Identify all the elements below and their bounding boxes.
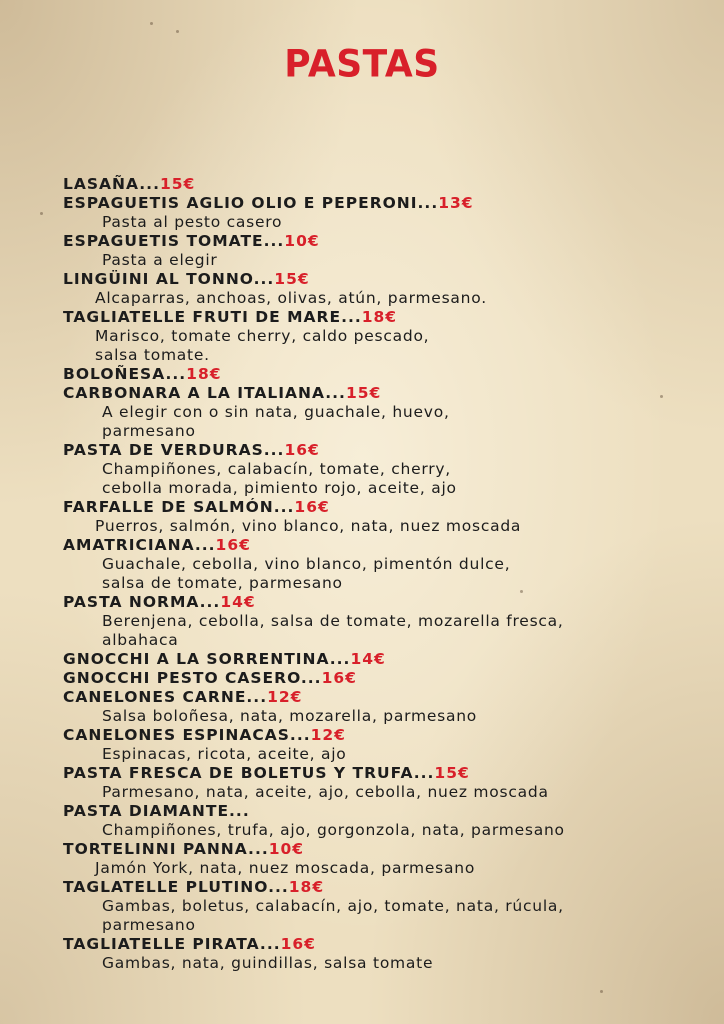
dish-price: 16€ bbox=[321, 669, 357, 687]
dish-name: BOLOÑESA... bbox=[63, 365, 187, 383]
dish-heading bbox=[63, 308, 713, 327]
dish-name: CANELONES CARNE... bbox=[63, 688, 268, 706]
menu-item bbox=[63, 270, 713, 308]
dish-price: 16€ bbox=[280, 935, 316, 953]
menu-item bbox=[63, 441, 713, 498]
dish-name: ESPAGUETIS AGLIO OLIO E PEPERONI... bbox=[63, 194, 439, 212]
dish-description: Parmesano, nata, aceite, ajo, cebolla, nuez moscada bbox=[102, 783, 549, 801]
dish-description: Guachale, cebolla, vino blanco, pimentón dulce, bbox=[102, 555, 511, 573]
menu-item bbox=[63, 232, 713, 270]
menu-item bbox=[63, 650, 713, 669]
menu-item bbox=[63, 669, 713, 688]
dish-heading bbox=[63, 764, 713, 783]
dish-heading bbox=[63, 935, 713, 954]
dish-heading bbox=[63, 726, 713, 745]
dish-price: 13€ bbox=[438, 194, 474, 212]
menu-item bbox=[63, 365, 713, 384]
dish-name: TAGLATELLE PLUTINO... bbox=[63, 878, 289, 896]
dish-description: Berenjena, cebolla, salsa de tomate, mozarella fresca, bbox=[102, 612, 564, 630]
dish-price: 15€ bbox=[274, 270, 310, 288]
dish-heading bbox=[63, 669, 713, 688]
dish-list bbox=[63, 175, 713, 973]
dish-name: TAGLIATELLE PIRATA... bbox=[63, 935, 281, 953]
dish-name: PASTA DE VERDURAS... bbox=[63, 441, 285, 459]
dish-heading bbox=[63, 384, 713, 403]
dish-description: Pasta al pesto casero bbox=[102, 213, 283, 231]
dish-price: 16€ bbox=[284, 441, 320, 459]
menu-item bbox=[63, 726, 713, 764]
dish-heading bbox=[63, 498, 713, 517]
dish-name: PASTA NORMA... bbox=[63, 593, 221, 611]
dish-name: LINGÜINI AL TONNO... bbox=[63, 270, 275, 288]
dish-description: Gambas, boletus, calabacín, ajo, tomate, nata, rúcula, bbox=[102, 897, 564, 915]
dish-name: FARFALLE DE SALMÓN... bbox=[63, 498, 295, 516]
dish-price: 12€ bbox=[267, 688, 303, 706]
dish-description: Salsa boloñesa, nata, mozarella, parmesano bbox=[102, 707, 477, 725]
dish-description: salsa tomate. bbox=[95, 346, 210, 364]
paper-speck bbox=[176, 30, 179, 33]
paper-speck bbox=[600, 990, 603, 993]
dish-price: 10€ bbox=[268, 840, 305, 858]
menu-item bbox=[63, 935, 713, 973]
dish-heading bbox=[63, 536, 713, 555]
dish-heading bbox=[63, 802, 713, 821]
dish-heading bbox=[63, 270, 713, 289]
paper-speck bbox=[40, 212, 43, 215]
dish-name: TAGLIATELLE FRUTI DE MARE... bbox=[63, 308, 362, 326]
paper-speck bbox=[520, 590, 523, 593]
dish-heading bbox=[63, 232, 713, 251]
menu-item bbox=[63, 840, 713, 878]
dish-price: 16€ bbox=[215, 536, 251, 554]
menu-item bbox=[63, 593, 713, 650]
dish-description: Jamón York, nata, nuez moscada, parmesano bbox=[95, 859, 476, 877]
dish-heading bbox=[63, 878, 713, 897]
dish-price: 12€ bbox=[310, 726, 346, 744]
dish-price: 16€ bbox=[294, 498, 330, 516]
dish-price: 15€ bbox=[434, 764, 470, 782]
dish-description: Marisco, tomate cherry, caldo pescado, bbox=[95, 327, 430, 345]
dish-name: CANELONES ESPINACAS... bbox=[63, 726, 311, 744]
dish-heading bbox=[63, 688, 713, 707]
menu-item bbox=[63, 498, 713, 536]
dish-name: AMATRICIANA... bbox=[63, 536, 216, 554]
dish-description: Alcaparras, anchoas, olivas, atún, parmesano. bbox=[95, 289, 487, 307]
dish-name: GNOCCHI PESTO CASERO... bbox=[63, 669, 322, 687]
dish-description: parmesano bbox=[102, 422, 196, 440]
dish-description: Champiñones, trufa, ajo, gorgonzola, nata, parmesano bbox=[102, 821, 565, 839]
dish-price: 18€ bbox=[361, 308, 398, 326]
menu-item bbox=[63, 194, 713, 232]
dish-description: Puerros, salmón, vino blanco, nata, nuez moscada bbox=[95, 517, 522, 535]
menu-item bbox=[63, 764, 713, 802]
dish-heading bbox=[63, 365, 713, 384]
dish-description: parmesano bbox=[102, 916, 196, 934]
dish-description: cebolla morada, pimiento rojo, aceite, ajo bbox=[102, 479, 457, 497]
dish-heading bbox=[63, 840, 713, 859]
dish-description: A elegir con o sin nata, guachale, huevo, bbox=[102, 403, 450, 421]
dish-price: 15€ bbox=[159, 175, 196, 193]
menu-item bbox=[63, 878, 713, 935]
dish-description: Espinacas, ricota, aceite, ajo bbox=[102, 745, 347, 763]
menu-item bbox=[63, 688, 713, 726]
dish-name: ESPAGUETIS TOMATE... bbox=[63, 232, 285, 250]
dish-description: Pasta a elegir bbox=[102, 251, 218, 269]
dish-heading bbox=[63, 593, 713, 612]
menu-item bbox=[63, 536, 713, 593]
dish-price: 15€ bbox=[345, 384, 382, 402]
dish-description: Gambas, nata, guindillas, salsa tomate bbox=[102, 954, 434, 972]
dish-price: 10€ bbox=[284, 232, 320, 250]
dish-price: 18€ bbox=[186, 365, 222, 383]
menu-item bbox=[63, 308, 713, 365]
dish-description: albahaca bbox=[102, 631, 179, 649]
dish-description: Champiñones, calabacín, tomate, cherry, bbox=[102, 460, 451, 478]
menu-item bbox=[63, 384, 713, 441]
menu-item bbox=[63, 802, 713, 840]
dish-description: salsa de tomate, parmesano bbox=[102, 574, 343, 592]
page-title: PASTAS bbox=[284, 42, 440, 87]
dish-heading bbox=[63, 194, 713, 213]
dish-heading bbox=[63, 175, 713, 194]
dish-name: TORTELINNI PANNA... bbox=[63, 840, 269, 858]
dish-name: LASAÑA... bbox=[63, 175, 160, 193]
dish-price: 14€ bbox=[350, 650, 386, 668]
dish-name: CARBONARA A LA ITALIANA... bbox=[63, 384, 346, 402]
menu-item bbox=[63, 175, 713, 194]
dish-name: PASTA FRESCA DE BOLETUS Y TRUFA... bbox=[63, 764, 435, 782]
dish-heading bbox=[63, 650, 713, 669]
paper-speck bbox=[660, 395, 663, 398]
dish-price: 14€ bbox=[220, 593, 256, 611]
dish-heading bbox=[63, 441, 713, 460]
dish-name: GNOCCHI A LA SORRENTINA... bbox=[63, 650, 351, 668]
dish-price: 18€ bbox=[288, 878, 325, 896]
dish-name: PASTA DIAMANTE... bbox=[63, 802, 250, 820]
paper-speck bbox=[150, 22, 153, 25]
